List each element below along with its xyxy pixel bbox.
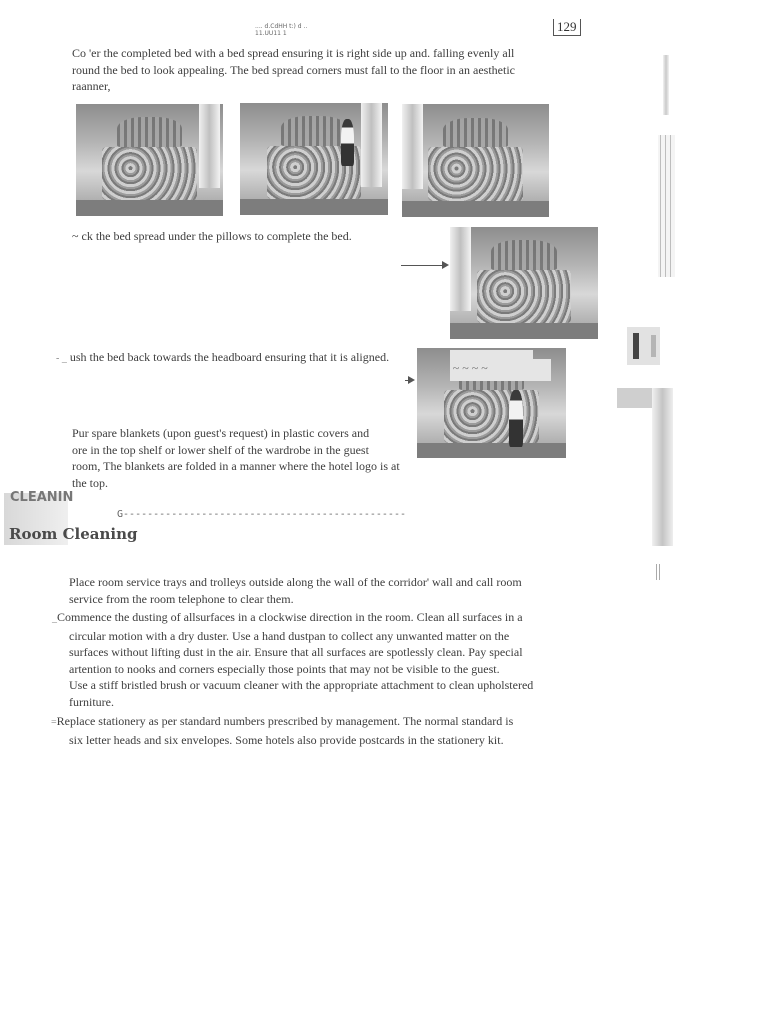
bed-photo-3 xyxy=(402,104,549,217)
text-line: Use a stiff bristled brush or vacuum cleaner with the appropriate attachment to clean upholstered xyxy=(69,678,534,692)
bed-photo-5 xyxy=(417,348,566,458)
divider-dashes: ----------------------------------------------- xyxy=(123,509,406,520)
text-line: Co 'er the completed bed with a bed spread ensuring it is right side up and. falling evenly all xyxy=(72,46,515,60)
text-line: Commence the dusting of allsurfaces in a clockwise direction in the room. Clean all surfaces in a xyxy=(57,610,523,624)
page-number: 129 xyxy=(553,19,581,36)
arrow-icon xyxy=(401,265,447,266)
running-header-line2: 11.UU11 1 xyxy=(255,30,287,37)
text-line: ore in the top shelf or lower shelf of the wardrobe in the guest xyxy=(72,442,369,457)
text-line: room, The blankets are folded in a manner where the hotel logo is at xyxy=(72,459,400,473)
bed-photo-4 xyxy=(450,227,598,339)
paragraph-bed-spread xyxy=(72,45,562,95)
text-line: furniture. xyxy=(69,694,114,709)
paragraph-dusting xyxy=(52,609,592,677)
paragraph-tuck-pillows: ~ ck the bed spread under the pillows to complete the bed. xyxy=(72,229,352,243)
scan-artifact xyxy=(627,327,660,365)
bed-photo-2 xyxy=(240,103,388,215)
photo-overlay-text: ~ ~ ~ ~ xyxy=(452,361,488,376)
scan-artifact xyxy=(656,564,660,580)
scan-artifact xyxy=(652,388,673,546)
text-line: six letter heads and six envelopes. Some hotels also provide postcards in the stationery kit. xyxy=(69,732,504,747)
bullet-mark: _ xyxy=(52,613,57,624)
text-line: surfaces without lifting dust in the air. Ensure that all surfaces are spotlessly clean. Pay special xyxy=(69,645,523,659)
text-line: the top. xyxy=(72,475,108,490)
divider-prefix: G xyxy=(117,509,124,520)
running-header-line1: .... d.CdHH t:) d .. xyxy=(255,23,308,30)
text-line: circular motion with a dry duster. Use a hand dustpan to collect any unwanted matter on the xyxy=(69,628,510,643)
scan-artifact xyxy=(658,135,675,277)
text-line: service from the room telephone to clear them. xyxy=(69,591,294,606)
text-line: raanner, xyxy=(72,79,111,93)
paragraph-upholstery xyxy=(69,677,589,710)
text-line: artention to nooks and corners especially those points that may not be visible to the guest. xyxy=(69,661,500,676)
paragraph-spare-blankets xyxy=(72,425,432,491)
text-line: Pur spare blankets (upon guest's request) in plastic covers and xyxy=(72,426,370,440)
arrow-icon xyxy=(405,380,413,381)
paragraph-stationery xyxy=(51,713,591,748)
section-label: CLEANIN xyxy=(10,490,74,505)
text-line: Place room service trays and trolleys outside along the wall of the corridor' wall and call room xyxy=(69,575,522,589)
section-divider xyxy=(117,509,406,520)
text-line: ush the bed back towards the headboard ensuring that it is aligned. xyxy=(69,350,390,364)
paragraph-room-service-trays xyxy=(69,574,589,607)
bed-photo-1 xyxy=(76,104,223,216)
running-header xyxy=(255,23,307,37)
bullet-mark: - _ xyxy=(56,353,67,364)
section-title: Room Cleaning xyxy=(9,525,138,543)
paragraph-push-bed xyxy=(56,349,389,368)
bullet-mark: = xyxy=(51,717,57,728)
scan-artifact xyxy=(663,55,669,115)
text-line: round the bed to look appealing. The bed spread corners must fall to the floor in an aesthetic xyxy=(72,62,515,77)
text-line: Replace stationery as per standard numbers prescribed by management. The normal standard is xyxy=(56,714,514,728)
